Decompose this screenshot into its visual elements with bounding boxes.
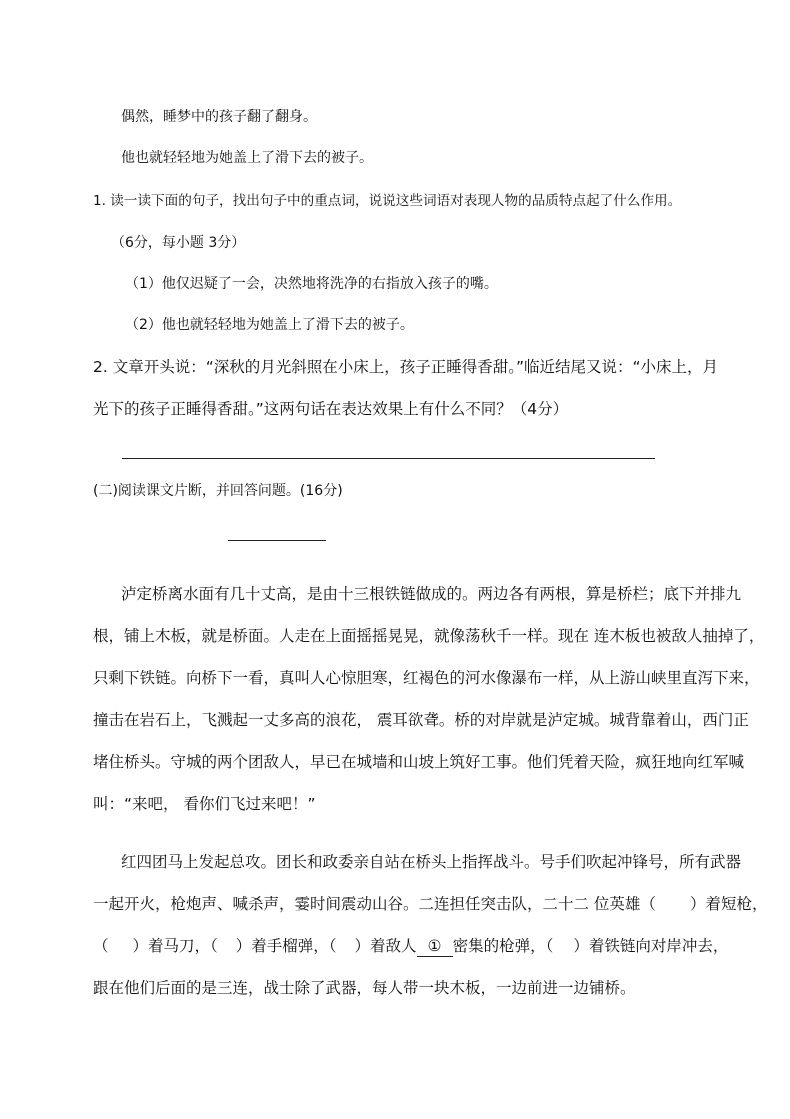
line-2-text-a: 一起开火，枪炮声、喊杀声，霎时间震动山谷。二连担任突击队，二十二 位英雄（ xyxy=(93,895,656,913)
section-2-title: (二)阅读课文片断，并回答问题。(16分) xyxy=(93,483,343,499)
question-1-sentence-2: （2）他也就轻轻地为她盖上了滑下去的被子。 xyxy=(125,317,414,333)
reading-line-2: 他也就轻轻地为她盖上了滑下去的被子。 xyxy=(121,150,373,166)
line-3-text-b: ）着马刀，（ xyxy=(132,937,218,955)
passage-para-2-line-3 xyxy=(93,936,728,957)
question-1-sentence-1: （1）他仅迟疑了一会，决然地将洗净的右指放入孩子的嘴。 xyxy=(125,276,498,292)
question-1-title: 1. 读一读下面的句子，找出句子中的重点词，说说这些词语对表现人物的品质特点起了什么作用。 xyxy=(93,193,682,209)
reading-line-1: 偶然，睡梦中的孩子翻了翻身。 xyxy=(121,109,317,125)
passage-para-2-line-4: 跟在他们后面的是三连，战士除了武器，每人带一块木板，一边前进一边铺桥。 xyxy=(93,979,636,997)
question-2-line-2: 光下的孩子正睡得香甜。”这两句话在表达效果上有什么不同？（4分） xyxy=(93,400,569,418)
passage-para-1-line-4: 撞击在岩石上，飞溅起一丈多高的浪花， 震耳欲聋。桥的对岸就是泸定城。城背靠着山，西门正 xyxy=(93,711,749,729)
paren-open: （ xyxy=(93,937,109,955)
passage-title-blank[interactable] xyxy=(228,540,326,541)
line-3-text-e: 密集的枪弹，（ xyxy=(452,937,554,955)
passage-para-1-line-3: 只剩下铁链。向桥下一看，真叫人心惊胆寒，红褐色的河水像瀑布一样，从上游山峡里直泻下来， xyxy=(93,669,760,687)
circled-number-1: ① xyxy=(417,936,453,957)
line-3-text-f: ）着铁链向对岸冲去， xyxy=(573,937,729,955)
passage-para-2-line-2 xyxy=(93,894,767,914)
line-2-text-b: ）着短枪， xyxy=(689,895,768,913)
line-3-text-d: ）着敌人 xyxy=(354,937,417,955)
passage-para-1-line-5: 堵住桥头。守城的两个团敌人，早已在城墙和山坡上筑好工事。他们凭着天险，疯狂地向红军喊 xyxy=(93,753,745,771)
passage-para-1-line-6: 叫：“来吧， 看你们飞过来吧！” xyxy=(93,795,316,813)
answer-line[interactable] xyxy=(122,458,655,459)
line-3-text-c: ）着手榴弹，（ xyxy=(235,937,337,955)
question-2-line-1: 2. 文章开头说：“深秋的月光斜照在小床上，孩子正睡得香甜。”临近结尾又说：“小床上，月 xyxy=(93,358,719,376)
passage-para-1-line-2: 根，铺上木板，就是桥面。人走在上面摇摇晃晃，就像荡秋千一样。现在 连木板也被敌人抽掉了， xyxy=(93,627,765,645)
question-1-score: （6分，每小题 3分） xyxy=(111,235,246,251)
passage-para-2-line-1: 红四团马上发起总攻。团长和政委亲自站在桥头上指挥战斗。号手们吹起冲锋号，所有武器 xyxy=(121,853,742,871)
passage-para-1-line-1: 泸定桥离水面有几十丈高，是由十三根铁链做成的。两边各有两根，算是桥栏；底下并排九 xyxy=(121,585,742,603)
